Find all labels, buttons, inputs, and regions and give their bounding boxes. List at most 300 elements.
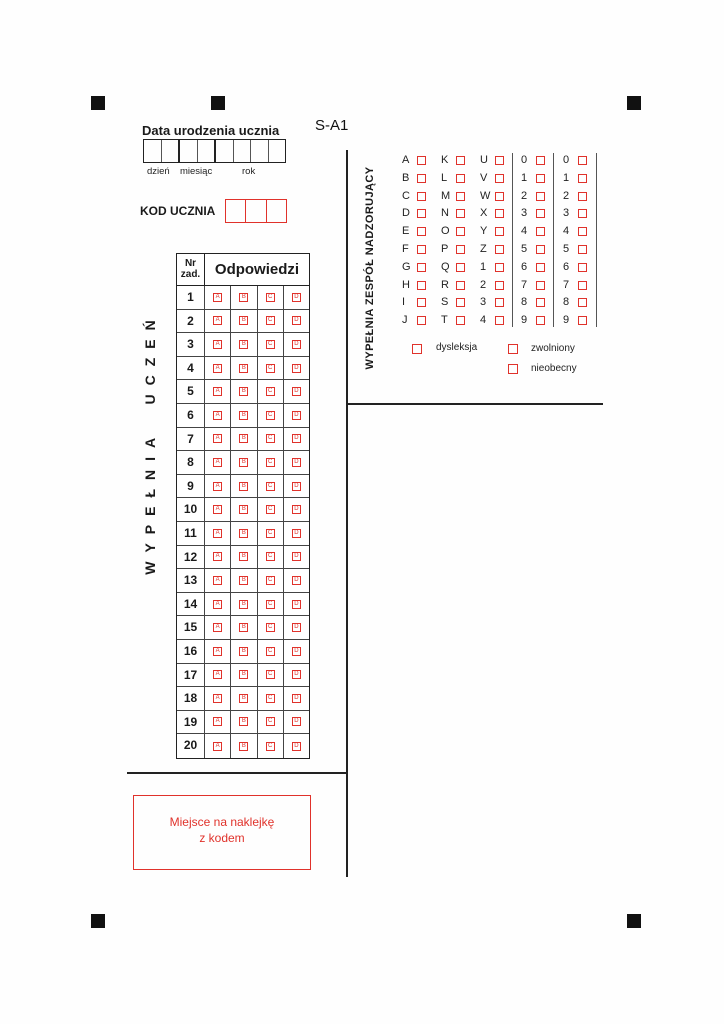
answer-option-b-box[interactable]: B [239,600,248,609]
answer-option-a-box[interactable]: A [213,529,222,538]
answer-cell [231,593,257,616]
code-grid-checkbox[interactable] [417,156,426,165]
answer-option-a-box[interactable]: A [213,458,222,467]
question-number: 18 [177,687,205,710]
section-divider [346,403,603,405]
code-grid-checkbox[interactable] [417,245,426,254]
answer-option-c-box[interactable]: C [266,600,275,609]
code-grid-char: L [441,171,448,184]
code-grid-char: T [441,314,448,327]
code-grid-checkbox[interactable] [578,316,587,325]
birth-date-month-cell[interactable] [180,140,198,162]
code-grid-item [480,314,510,328]
answer-cell [231,475,257,498]
answer-cell [284,616,309,639]
question-number: 16 [177,640,205,663]
code-grid-char: 9 [521,314,528,327]
code-grid-checkbox[interactable] [417,316,426,325]
answer-option-d-box[interactable]: D [292,694,301,703]
code-grid-checkbox[interactable] [495,263,504,272]
student-code-cell[interactable] [246,200,266,222]
birth-date-year-cell[interactable] [251,140,269,162]
absent-checkbox[interactable] [508,364,518,374]
answer-option-d-box[interactable]: D [292,387,301,396]
code-grid-item [441,243,471,257]
answer-cell [205,546,231,569]
answer-option-c-box[interactable]: C [266,387,275,396]
code-grid-checkbox[interactable] [456,209,465,218]
code-grid-checkbox[interactable] [578,263,587,272]
code-grid-item [521,172,551,186]
answer-cell [205,640,231,663]
answer-option-b-box[interactable]: B [239,647,248,656]
answer-option-c-box[interactable]: C [266,505,275,514]
question-row [177,310,309,334]
answer-option-c-box[interactable]: C [266,576,275,585]
student-code-cell[interactable] [267,200,286,222]
code-grid-checkbox[interactable] [536,192,545,201]
answer-option-a-box[interactable]: A [213,411,222,420]
answer-option-d-box[interactable]: D [292,576,301,585]
answer-option-d-box[interactable]: D [292,340,301,349]
code-grid-checkbox[interactable] [495,316,504,325]
code-grid-checkbox[interactable] [417,227,426,236]
answer-option-d-box[interactable]: D [292,742,301,751]
registration-mark [91,914,105,928]
answer-option-d-box[interactable]: D [292,316,301,325]
answer-cell [284,310,309,333]
answer-cell [231,310,257,333]
code-grid-checkbox[interactable] [536,209,545,218]
answer-option-d-box[interactable]: D [292,623,301,632]
code-grid-checkbox[interactable] [495,174,504,183]
code-grid-char: K [441,154,449,166]
absent-label: nieobecny [531,363,577,374]
code-grid-checkbox[interactable] [578,298,587,307]
answer-option-b-box[interactable]: B [239,316,248,325]
code-grid-checkbox[interactable] [456,298,465,307]
birth-date-month-label: miesiąc [180,166,213,177]
answer-option-c-box[interactable]: C [266,670,275,679]
answer-option-a-box[interactable]: A [213,387,222,396]
code-grid-checkbox[interactable] [536,245,545,254]
answer-option-b-box[interactable]: B [239,340,248,349]
answer-option-a-box[interactable]: A [213,293,222,302]
answer-cell [258,333,284,356]
answer-cell [284,357,309,380]
answer-cell [284,687,309,710]
answer-option-d-box[interactable]: D [292,434,301,443]
answer-cell [284,734,309,758]
birth-date-month-cell[interactable] [198,140,217,162]
answer-option-c-box[interactable]: C [266,529,275,538]
answer-cell [205,687,231,710]
answer-option-c-box[interactable]: C [266,411,275,420]
code-grid-char: 5 [521,243,528,255]
answer-option-b-box[interactable]: B [239,293,248,302]
code-grid-checkbox[interactable] [456,227,465,236]
code-grid-checkbox[interactable] [417,263,426,272]
question-row [177,357,309,381]
code-grid-char: 0 [521,154,528,166]
question-row [177,498,309,522]
code-grid-char: 2 [480,278,487,291]
answer-option-d-box[interactable]: D [292,364,301,373]
answer-cell [231,333,257,356]
answer-cell [231,616,257,639]
code-grid-checkbox[interactable] [536,156,545,165]
answer-cell [231,569,257,592]
code-grid-checkbox[interactable] [578,174,587,183]
code-grid-char: 0 [563,154,570,166]
code-grid-char: 8 [563,296,570,309]
code-grid-checkbox[interactable] [536,227,545,236]
code-grid-item [521,314,551,328]
question-number: 7 [177,428,205,451]
code-grid-checkbox[interactable] [578,281,587,290]
birth-date-day-cell[interactable] [162,140,181,162]
question-number: 19 [177,711,205,734]
answer-cell [231,357,257,380]
answer-cell [258,522,284,545]
answer-option-b-box[interactable]: B [239,458,248,467]
code-grid-char: 7 [563,278,570,291]
answer-option-a-box[interactable]: A [213,364,222,373]
answer-cell [284,380,309,403]
answer-option-d-box[interactable]: D [292,670,301,679]
code-grid-checkbox[interactable] [417,209,426,218]
answer-option-b-box[interactable]: B [239,434,248,443]
answer-option-b-box[interactable]: B [239,364,248,373]
code-grid-item [402,190,432,204]
answer-cell [231,451,257,474]
code-grid-checkbox[interactable] [456,316,465,325]
answer-option-a-box[interactable]: A [213,576,222,585]
code-grid-checkbox[interactable] [536,263,545,272]
question-row [177,711,309,735]
code-grid-item [480,172,510,186]
code-grid-item [402,207,432,221]
answer-option-a-box[interactable]: A [213,600,222,609]
answer-option-b-box[interactable]: B [239,742,248,751]
code-grid-item [563,314,593,328]
dyslexia-checkbox[interactable] [412,344,422,354]
code-grid-char: 2 [563,189,570,202]
code-grid-item [402,279,432,293]
code-grid-item [402,314,432,328]
answer-option-c-box[interactable]: C [266,742,275,751]
answers-table [176,253,310,759]
answer-option-c-box[interactable]: C [266,694,275,703]
answer-cell [205,593,231,616]
answer-cell [258,310,284,333]
code-grid-char: 4 [563,225,570,238]
answer-option-d-box[interactable]: D [292,717,301,726]
code-grid-item [480,207,510,221]
answer-cell [231,640,257,663]
answer-option-a-box[interactable]: A [213,505,222,514]
code-grid-checkbox[interactable] [456,174,465,183]
question-number: 6 [177,404,205,427]
code-grid-item [480,296,510,310]
code-grid-checkbox[interactable] [456,263,465,272]
answer-option-a-box[interactable]: A [213,340,222,349]
answers-table-header [177,254,309,286]
question-row [177,522,309,546]
answer-cell [284,593,309,616]
code-grid-item [441,190,471,204]
code-grid-item [480,190,510,204]
code-grid-item [480,279,510,293]
answer-option-c-box[interactable]: C [266,434,275,443]
question-number-header-line1: Nr [184,258,197,269]
answer-option-b-box[interactable]: B [239,529,248,538]
answer-option-b-box[interactable]: B [239,717,248,726]
code-grid-checkbox[interactable] [456,156,465,165]
question-row [177,616,309,640]
question-row [177,664,309,688]
answer-cell [205,498,231,521]
code-grid-item [521,190,551,204]
birth-date-year-cell[interactable] [269,140,286,162]
answer-option-a-box[interactable]: A [213,670,222,679]
code-grid-checkbox[interactable] [495,156,504,165]
answer-option-a-box[interactable]: A [213,316,222,325]
answer-cell [205,286,231,309]
code-grid-char: G [402,260,411,273]
code-grid-char: 4 [521,225,528,238]
registration-mark [91,96,105,110]
birth-date-year-cell[interactable] [216,140,234,162]
code-grid-char: V [480,171,488,184]
code-grid-char: 2 [521,189,528,202]
answer-option-b-box[interactable]: B [239,576,248,585]
answer-option-c-box[interactable]: C [266,316,275,325]
code-grid-char: S [441,296,449,309]
answer-option-a-box[interactable]: A [213,434,222,443]
answer-cell [258,593,284,616]
code-grid-checkbox[interactable] [495,281,504,290]
answer-cell [284,498,309,521]
question-number-header-line2: zad. [180,269,201,280]
section-divider [127,772,346,774]
supervisor-section-label: WYPEŁNIA ZESPÓŁ NADZORUJĄCY [364,166,376,370]
answer-option-a-box[interactable]: A [213,647,222,656]
code-grid-item [563,261,593,275]
answer-cell [258,687,284,710]
question-number: 4 [177,357,205,380]
question-row [177,734,309,758]
question-row [177,451,309,475]
answer-cell [284,522,309,545]
answer-cell [205,428,231,451]
code-grid-item [563,225,593,239]
code-grid-checkbox[interactable] [578,156,587,165]
code-grid-checkbox[interactable] [536,281,545,290]
code-grid-item [480,261,510,275]
answer-option-c-box[interactable]: C [266,293,275,302]
answer-option-b-box[interactable]: B [239,694,248,703]
code-grid-item [521,207,551,221]
code-grid-checkbox[interactable] [536,298,545,307]
code-grid-item [480,225,510,239]
answer-cell [284,404,309,427]
code-grid-checkbox[interactable] [495,192,504,201]
answer-option-c-box[interactable]: C [266,458,275,467]
answer-option-a-box[interactable]: A [213,694,222,703]
answer-option-d-box[interactable]: D [292,293,301,302]
answer-option-c-box[interactable]: C [266,717,275,726]
code-grid-item [441,261,471,275]
code-grid-checkbox[interactable] [578,192,587,201]
code-grid-item [402,261,432,275]
answer-option-b-box[interactable]: B [239,387,248,396]
code-grid-char: B [402,171,410,184]
code-grid-item [441,225,471,239]
code-grid-checkbox[interactable] [536,316,545,325]
code-grid-checkbox[interactable] [578,209,587,218]
answer-cell [205,522,231,545]
answer-cell [205,664,231,687]
question-number: 15 [177,616,205,639]
answer-cell [258,734,284,758]
answer-option-c-box[interactable]: C [266,623,275,632]
code-grid-checkbox[interactable] [578,227,587,236]
answer-option-a-box[interactable]: A [213,742,222,751]
birth-date-day-label: dzień [147,166,170,177]
answer-option-a-box[interactable]: A [213,623,222,632]
answer-cell [205,310,231,333]
code-grid-checkbox[interactable] [495,227,504,236]
code-grid-checkbox[interactable] [417,174,426,183]
question-number: 5 [177,380,205,403]
code-grid-item [441,172,471,186]
code-grid-char: Q [441,260,450,273]
code-grid-char: 3 [563,207,570,220]
answer-option-d-box[interactable]: D [292,529,301,538]
answer-option-b-box[interactable]: B [239,552,248,561]
answer-option-a-box[interactable]: A [213,482,222,491]
answer-option-b-box[interactable]: B [239,623,248,632]
answer-option-b-box[interactable]: B [239,482,248,491]
code-grid-item [521,154,551,168]
student-section-label: WYPEŁNIA UCZEŃ [142,311,158,575]
answer-cell [205,451,231,474]
code-grid-char: N [441,207,449,220]
answer-option-d-box[interactable]: D [292,458,301,467]
answer-option-b-box[interactable]: B [239,411,248,420]
birth-date-year-cell[interactable] [234,140,252,162]
answer-cell [284,569,309,592]
code-grid-checkbox[interactable] [456,192,465,201]
answer-cell [258,640,284,663]
code-grid-checkbox[interactable] [495,298,504,307]
question-row [177,286,309,310]
answer-cell [284,428,309,451]
exempt-checkbox[interactable] [508,344,518,354]
answer-cell [205,569,231,592]
sticker-text-line2: z kodem [199,831,245,845]
answer-cell [231,734,257,758]
code-grid-char: 3 [480,296,487,309]
code-grid-checkbox[interactable] [495,209,504,218]
answer-cell [231,286,257,309]
code-grid-item [480,154,510,168]
code-grid-item [563,243,593,257]
answer-option-d-box[interactable]: D [292,411,301,420]
answer-option-c-box[interactable]: C [266,364,275,373]
answer-option-d-box[interactable]: D [292,647,301,656]
answer-cell [205,380,231,403]
answer-cell [284,451,309,474]
answer-option-b-box[interactable]: B [239,505,248,514]
answer-option-d-box[interactable]: D [292,505,301,514]
code-grid-char: A [402,154,410,166]
question-row [177,640,309,664]
code-grid-char: Y [480,225,488,238]
code-grid-checkbox[interactable] [417,192,426,201]
code-grid-checkbox[interactable] [456,281,465,290]
answer-cell [258,711,284,734]
code-grid-checkbox[interactable] [456,245,465,254]
question-row [177,333,309,357]
answer-cell [284,711,309,734]
code-grid-item [480,243,510,257]
answer-option-a-box[interactable]: A [213,552,222,561]
code-grid-item [402,296,432,310]
answer-option-c-box[interactable]: C [266,647,275,656]
question-number: 12 [177,546,205,569]
grid-divider [596,153,597,327]
answer-cell [258,616,284,639]
code-grid-item [441,296,471,310]
answer-cell [284,664,309,687]
question-row [177,546,309,570]
birth-date-day-cell[interactable] [144,140,162,162]
question-number: 11 [177,522,205,545]
code-grid-checkbox[interactable] [536,174,545,183]
answer-option-c-box[interactable]: C [266,482,275,491]
code-grid-checkbox[interactable] [417,281,426,290]
answer-option-a-box[interactable]: A [213,717,222,726]
code-grid-char: M [441,189,451,202]
answer-option-c-box[interactable]: C [266,340,275,349]
code-grid-item [521,261,551,275]
question-row [177,380,309,404]
question-number: 1 [177,286,205,309]
answer-cell [284,333,309,356]
code-grid-checkbox[interactable] [578,245,587,254]
answer-cell [231,522,257,545]
code-grid-item [441,279,471,293]
grid-divider [553,153,554,327]
answer-option-d-box[interactable]: D [292,600,301,609]
answer-option-d-box[interactable]: D [292,552,301,561]
answer-option-b-box[interactable]: B [239,670,248,679]
answer-option-c-box[interactable]: C [266,552,275,561]
code-grid-item [441,154,471,168]
sticker-placeholder [133,795,311,870]
code-grid-char: 1 [563,171,570,184]
code-grid-char: O [441,225,450,238]
code-grid-checkbox[interactable] [495,245,504,254]
answer-option-d-box[interactable]: D [292,482,301,491]
code-grid-char: 8 [521,296,528,309]
registration-mark [211,96,225,110]
student-code-cell[interactable] [226,200,246,222]
answer-cell [284,286,309,309]
code-grid-checkbox[interactable] [417,298,426,307]
